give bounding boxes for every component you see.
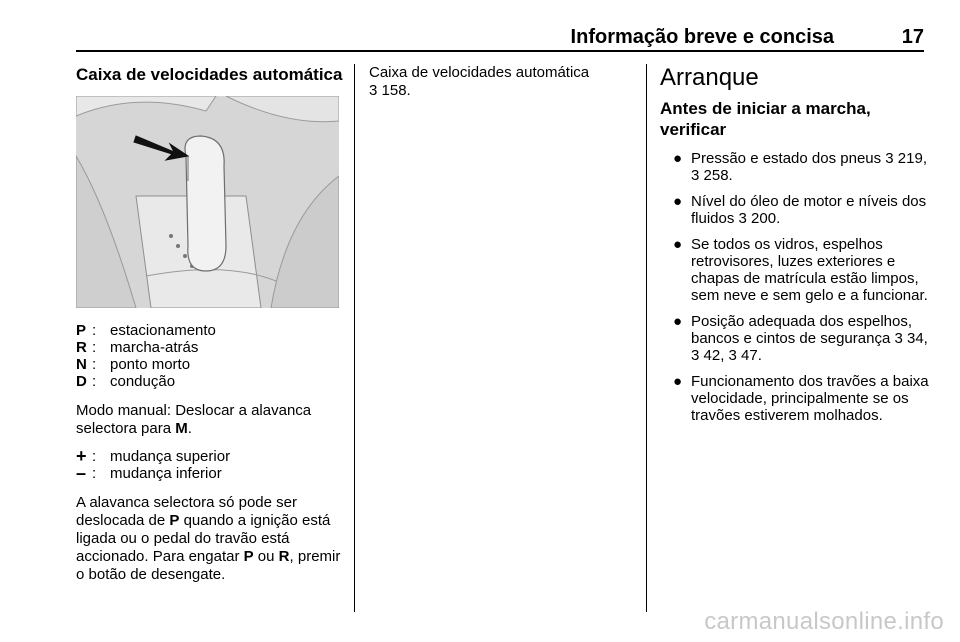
list-item-text: Nível do óleo de motor e níveis dos fluidos 3 200. [691, 193, 927, 227]
bullet-icon: ● [673, 373, 683, 390]
manual-mode-paragraph: Modo manual: Deslocar a alavanca selectora para M. [76, 402, 312, 437]
list-item-text: Posição adequada dos espelhos, bancos e cintos de segurança 3 34, 3 42, 3 47. [691, 313, 928, 364]
gear-key: N [76, 356, 87, 373]
watermark: carmanualsonline.info [704, 608, 944, 635]
release-key-p2: P [243, 548, 254, 565]
section-title: Caixa de velocidades automática [76, 65, 343, 84]
running-header-title: Informação breve e concisa [570, 26, 834, 48]
manual-mode-text: Modo manual: Deslocar a alavanca selectora para [76, 402, 312, 437]
column-left [76, 64, 344, 584]
column-middle [369, 64, 639, 100]
bullet-icon: ● [673, 236, 683, 253]
release-text-1: A alavanca selectora só pode ser deslocada de [76, 494, 297, 529]
list-item-text: Funcionamento dos travões a baixa velocidade, principalmente se os travões estiverem molhados. [691, 373, 929, 424]
colon: : [92, 322, 97, 339]
column-divider-right [646, 64, 647, 612]
list-item [660, 313, 930, 364]
list-item-text: Pressão e estado dos pneus 3 219, 3 258. [691, 150, 928, 184]
release-text-3: ou [253, 548, 279, 565]
column-divider-left [354, 64, 355, 612]
page-number: 17 [901, 26, 924, 48]
gear-key: P [76, 322, 87, 339]
gear-selector-illustration [76, 96, 339, 308]
list-item-text: Se todos os vidros, espelhos retrovisores, luzes exteriores e chapas de matrícula estão limpos, sem neve e sem gelo e a funcionar. [691, 236, 928, 304]
plus-icon: + [76, 446, 87, 466]
cross-reference-text: Caixa de velocidades automática [369, 64, 590, 81]
gear-position-item [76, 356, 344, 373]
gear-description: marcha-atrás [110, 339, 199, 356]
shift-list [76, 448, 344, 482]
subsection-heading: Antes de iniciar a marcha, verificar [660, 99, 871, 139]
gear-position-item [76, 373, 344, 390]
bullet-icon: ● [673, 313, 683, 330]
cross-reference-page: 3 158. [369, 82, 411, 99]
bullet-icon: ● [673, 193, 683, 210]
gear-key: R [76, 339, 87, 356]
gear-description: ponto morto [110, 356, 191, 373]
column-right [660, 64, 930, 433]
release-key-r: R [278, 548, 290, 565]
colon: : [92, 373, 97, 390]
colon: : [92, 465, 97, 482]
release-button-paragraph [76, 494, 344, 584]
manual-mode-key: M [175, 420, 188, 437]
colon: : [92, 339, 97, 356]
colon: : [92, 356, 97, 373]
release-text-2: quando a ignição está ligada ou o pedal do travão está accionado. Para engatar [76, 512, 331, 565]
gear-key: D [76, 373, 87, 390]
list-item [660, 150, 930, 184]
list-item [660, 236, 930, 304]
minus-icon: – [76, 463, 87, 483]
shift-item [76, 448, 344, 465]
header-rule [76, 50, 924, 52]
gear-description: condução [110, 373, 176, 390]
colon: : [92, 448, 97, 465]
release-text-4: , premir o botão de desengate. [76, 548, 341, 583]
gear-position-item [76, 339, 344, 356]
shift-description: mudança superior [110, 448, 231, 465]
bullet-icon: ● [673, 150, 683, 167]
section-heading: Arranque [660, 64, 759, 91]
shift-item [76, 465, 344, 482]
checklist [660, 150, 930, 424]
gear-position-item [76, 322, 344, 339]
release-key-p: P [169, 512, 180, 529]
list-item [660, 373, 930, 424]
gear-description: estacionamento [110, 322, 216, 339]
list-item [660, 193, 930, 227]
gear-position-list [76, 322, 344, 390]
shift-description: mudança inferior [110, 465, 222, 482]
